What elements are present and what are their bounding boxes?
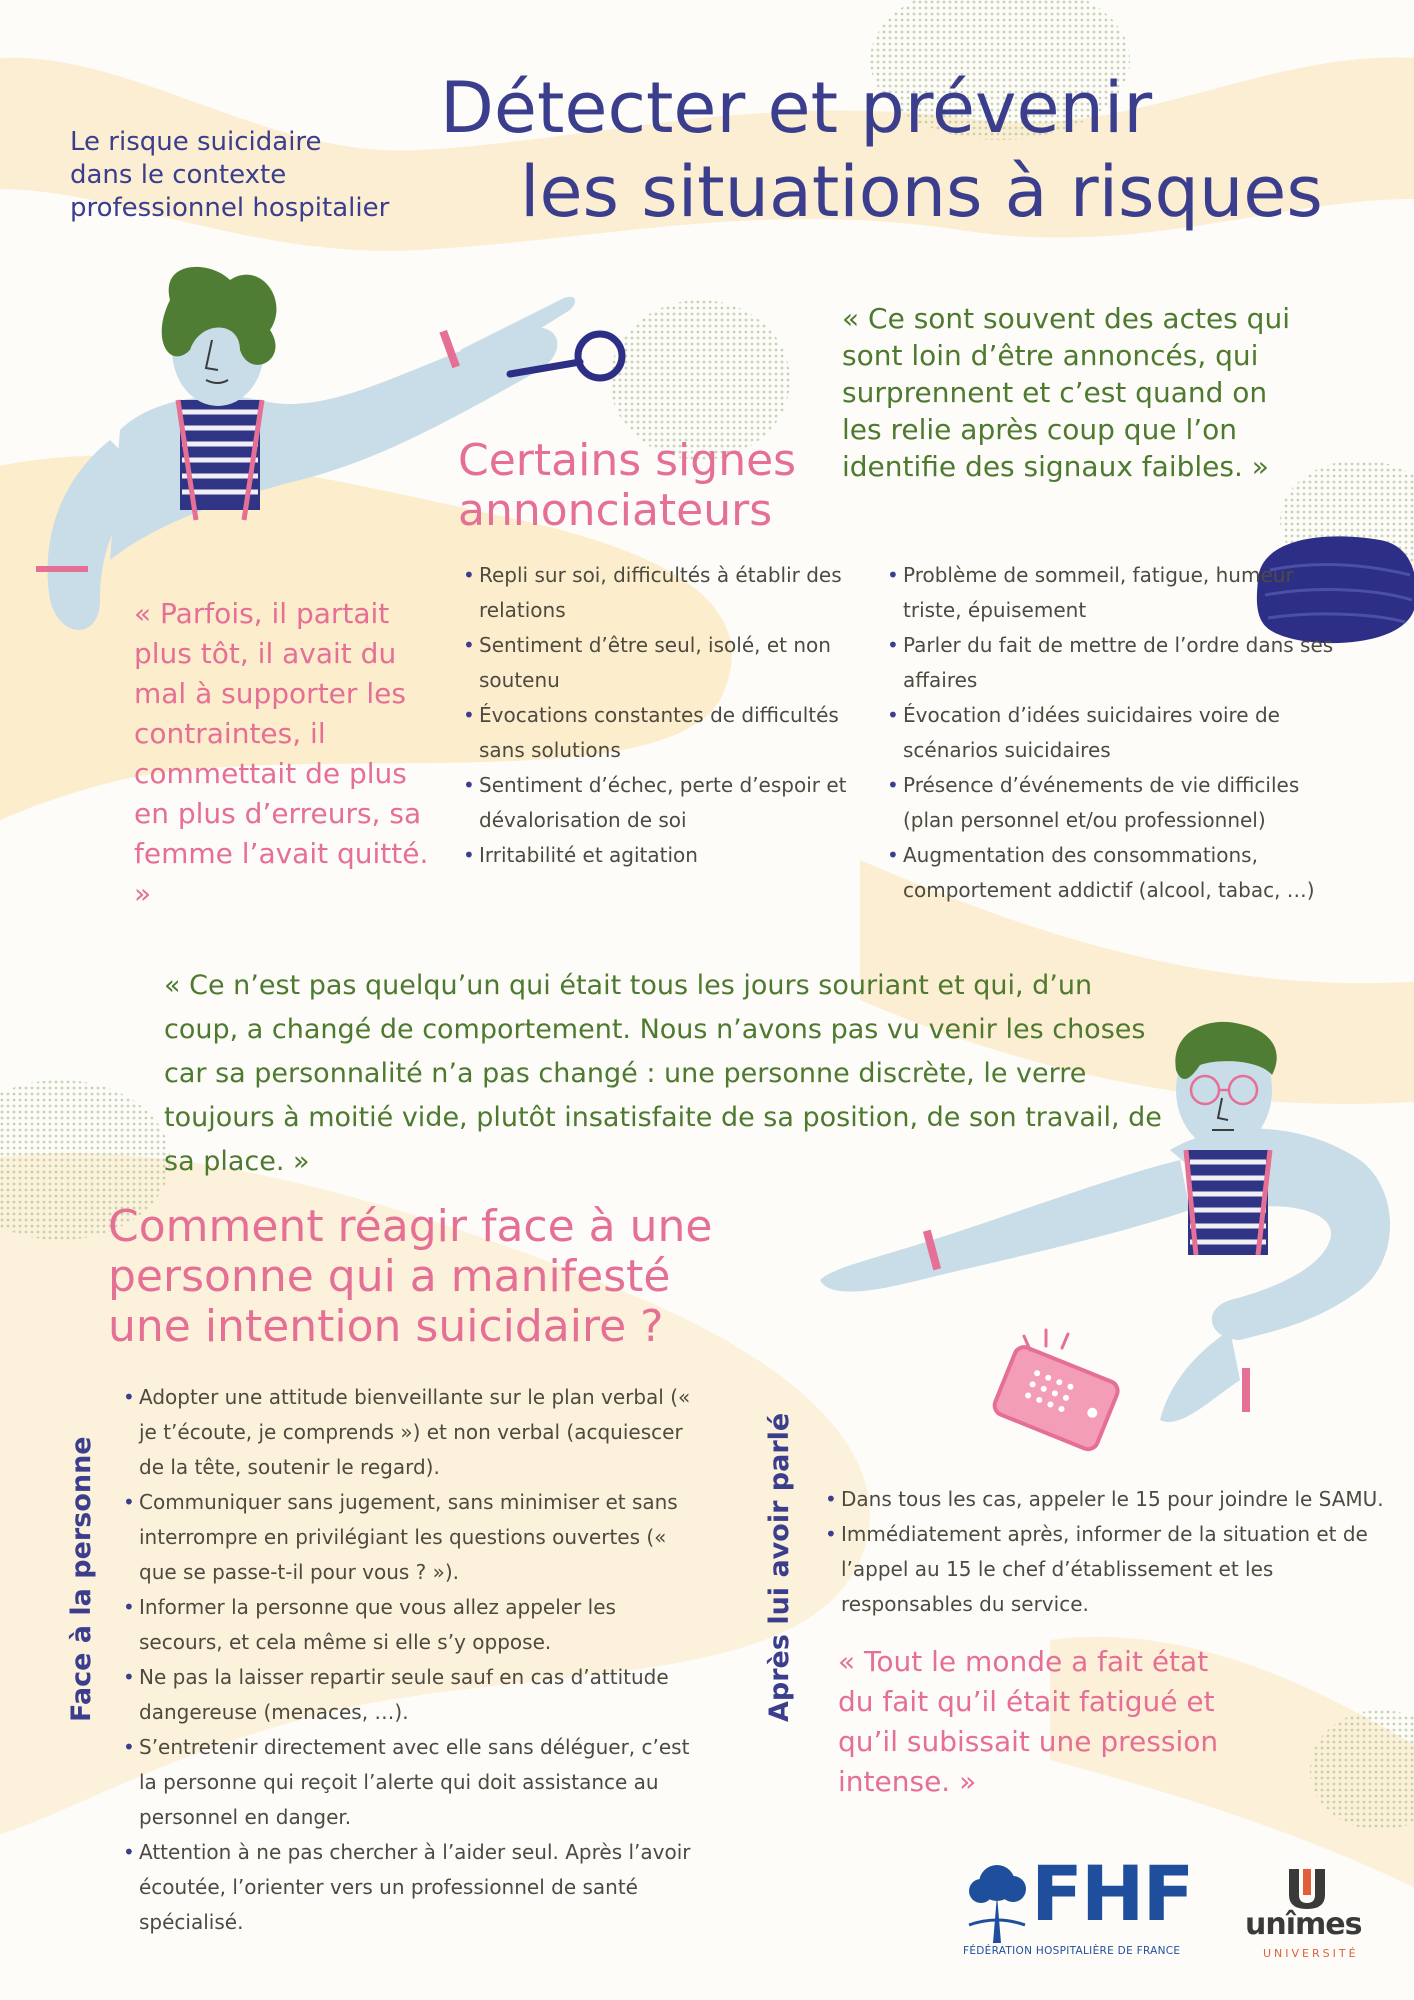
signs-heading-line-1: Certains signes — [458, 435, 797, 486]
unimes-emblem-icon — [1285, 1865, 1329, 1909]
tree-icon — [963, 1855, 1033, 1943]
list-item: • S’entretenir directement avec elle sans déléguer, c’est la personne qui reçoit l’alerte qui doit assistance au personnel en danger. — [123, 1730, 703, 1835]
subtitle-line: dans le contexte — [70, 160, 287, 190]
fhf-subtitle: FÉDÉRATION HOSPITALIÈRE DE FRANCE — [963, 1945, 1181, 1957]
list-item: • Augmentation des consommations, comportement addictif (alcool, tabac, …) — [887, 838, 1337, 908]
list-item: • Ne pas la laisser repartir seule sauf en cas d’attitude dangereuse (menaces, …). — [123, 1660, 703, 1730]
fhf-text: FHF — [1031, 1849, 1193, 1938]
list-item: • Attention à ne pas chercher à l’aider seul. Après l’avoir écoutée, l’orienter vers un professionnel de santé spécialisé. — [123, 1835, 703, 1940]
list-item: • Adopter une attitude bienveillante sur le plan verbal (« je t’écoute, je comprends ») et non verbal (acquiescer de la tête, soutenir le regard). — [123, 1380, 703, 1485]
phone-icon — [992, 1344, 1121, 1452]
after-label: Après lui avoir parlé — [764, 1412, 795, 1722]
list-item: • Problème de sommeil, fatigue, humeur triste, épuisement — [887, 558, 1337, 628]
signs-heading — [458, 436, 858, 536]
list-item: • Présence d’événements de vie difficiles (plan personnel et/ou professionnel) — [887, 768, 1337, 838]
title-line-2: les situations à risques — [520, 151, 1323, 233]
after-list — [825, 1482, 1395, 1622]
quote-colleague: « Parfois, il partait plus tôt, il avait du mal à supporter les contraintes, il commettait de plus en plus d’erreurs, sa femme l’avait quitté. » — [134, 597, 429, 910]
list-item: • Repli sur soi, difficultés à établir des relations — [463, 558, 853, 628]
subtitle-line: Le risque suicidaire — [70, 127, 322, 157]
fhf-logo — [963, 1849, 1195, 1965]
quote-fatigue: « Tout le monde a fait état du fait qu’il était fatigué et qu’il subissait une pression intense. » — [838, 1645, 1219, 1798]
list-item: • Sentiment d’être seul, isolé, et non soutenu — [463, 628, 853, 698]
subtitle-line: professionnel hospitalier — [70, 193, 390, 223]
list-item: • Sentiment d’échec, perte d’espoir et dévalorisation de soi — [463, 768, 853, 838]
list-item: • Dans tous les cas, appeler le 15 pour joindre le SAMU. — [825, 1482, 1395, 1517]
unimes-logo — [1245, 1865, 1375, 1965]
signs-heading-line-2: annonciateurs — [458, 485, 773, 536]
list-item: • Communiquer sans jugement, sans minimiser et sans interrompre en privilégiant les questions ouvertes (« que se passe-t-il pour vous ? »). — [123, 1485, 703, 1590]
signs-list-right — [887, 558, 1337, 908]
face-list — [123, 1380, 703, 1940]
face-label: Face à la personne — [66, 1436, 97, 1722]
list-item: • Immédiatement après, informer de la situation et de l’appel au 15 le chef d’établissement et les responsables du service. — [825, 1517, 1395, 1622]
signs-list-left — [463, 558, 853, 873]
title-line-1: Détecter et prévenir — [440, 67, 1153, 149]
react-heading: Comment réagir face à une personne qui a manifesté une intention suicidaire ? — [108, 1201, 713, 1352]
unimes-subtitle: UNIVERSITÉ — [1263, 1947, 1359, 1960]
quote-personality: « Ce n’est pas quelqu’un qui était tous les jours souriant et qui, d’un coup, a changé de comportement. Nous n’avons pas vu venir les choses car sa personnalité n’a pas changé : une personne discrète, le verre toujours à moitié vide, plutôt insatisfaite de sa position, de son travail, de sa place. » — [164, 970, 1162, 1177]
quote-signals: « Ce sont souvent des actes qui sont loin d’être annoncés, qui surprennent et c’est quand on les relie après coup que l’on identifie des signaux faibles. » — [842, 302, 1290, 483]
unimes-text: unîmes — [1245, 1907, 1362, 1942]
page-title — [440, 66, 1370, 234]
list-item: • Irritabilité et agitation — [463, 838, 853, 873]
list-item: • Évocations constantes de difficultés sans solutions — [463, 698, 853, 768]
list-item: • Évocation d’idées suicidaires voire de scénarios suicidaires — [887, 698, 1337, 768]
subtitle — [70, 126, 430, 225]
list-item: • Parler du fait de mettre de l’ordre dans ses affaires — [887, 628, 1337, 698]
list-item: • Informer la personne que vous allez appeler les secours, et cela même si elle s’y oppose. — [123, 1590, 703, 1660]
